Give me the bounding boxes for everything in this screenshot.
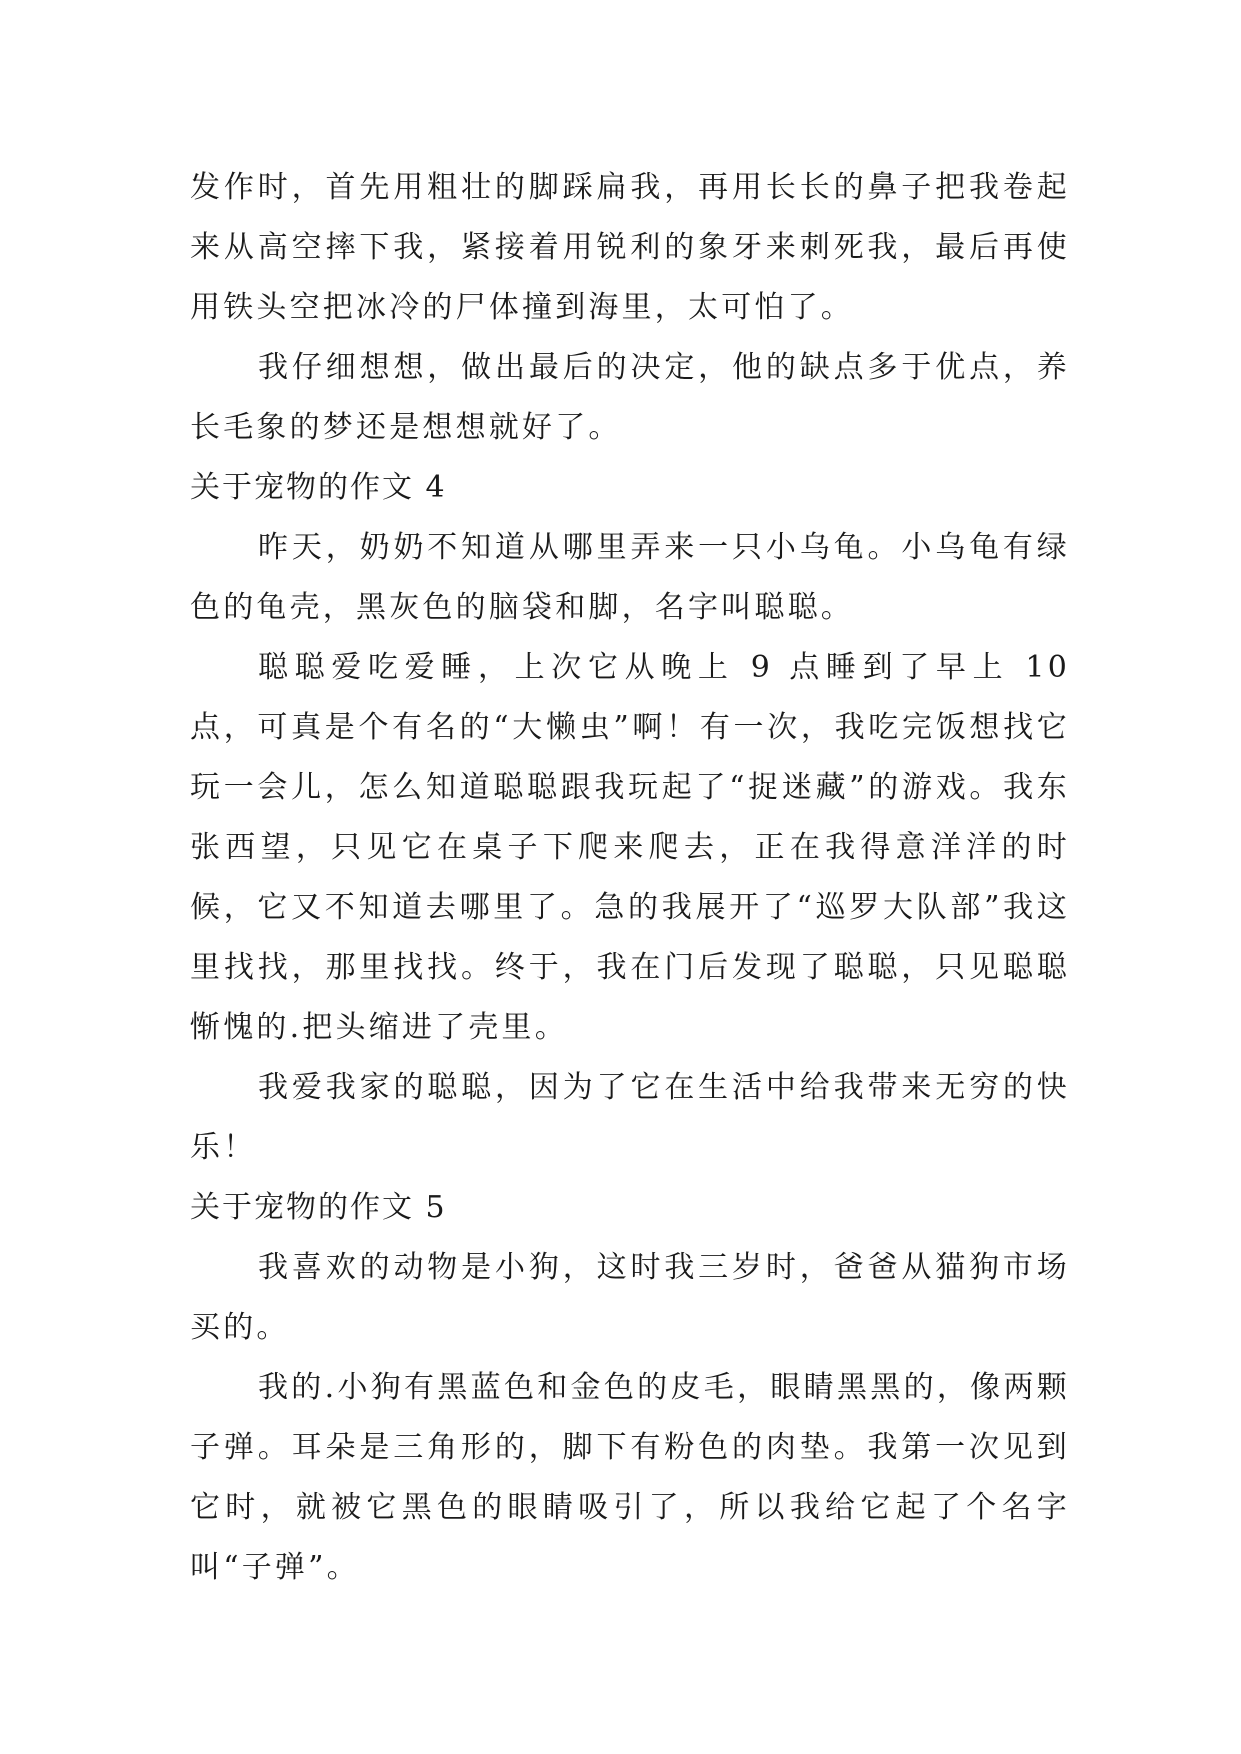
paragraph: 发作时，首先用粗壮的脚踩扁我，再用长长的鼻子把我卷起来从高空摔下我，紧接着用锐利的象牙来刺死我，最后再使用铁头空把冰冷的尸体撞到海里，太可怕了。 xyxy=(190,170,1070,325)
paragraph: 我喜欢的动物是小狗，这时我三岁时，爸爸从猫狗市场买的。 xyxy=(190,1250,1070,1345)
paragraph: 聪聪爱吃爱睡，上次它从晚上 9 点睡到了早上 10 点，可真是个有名的“大懒虫”啊！有一次，我吃完饭想找它玩一会儿，怎么知道聪聪跟我玩起了“捉迷藏”的游戏。我东张西望，只见它在桌子下爬来爬去，正在我得意洋洋的时候，它又不知道去哪里了。急的我展开了“巡罗大队部”我这里找找，那里找找。终于，我在门后发现了聪聪，只见聪聪惭愧的.把头缩进了壳里。 xyxy=(190,650,1070,1045)
document-page xyxy=(190,158,1070,1598)
paragraph: 我爱我家的聪聪，因为了它在生活中给我带来无穷的快乐！ xyxy=(190,1070,1070,1165)
section-heading: 关于宠物的作文 4 xyxy=(190,470,447,505)
section-heading: 关于宠物的作文 5 xyxy=(190,1190,447,1225)
paragraph: 昨天，奶奶不知道从哪里弄来一只小乌龟。小乌龟有绿色的龟壳，黑灰色的脑袋和脚，名字叫聪聪。 xyxy=(190,530,1070,625)
paragraph: 我的.小狗有黑蓝色和金色的皮毛，眼睛黑黑的，像两颗子弹。耳朵是三角形的，脚下有粉色的肉垫。我第一次见到它时，就被它黑色的眼睛吸引了，所以我给它起了个名字叫“子弹”。 xyxy=(190,1370,1070,1585)
paragraph: 我仔细想想，做出最后的决定，他的缺点多于优点，养长毛象的梦还是想想就好了。 xyxy=(190,350,1070,445)
